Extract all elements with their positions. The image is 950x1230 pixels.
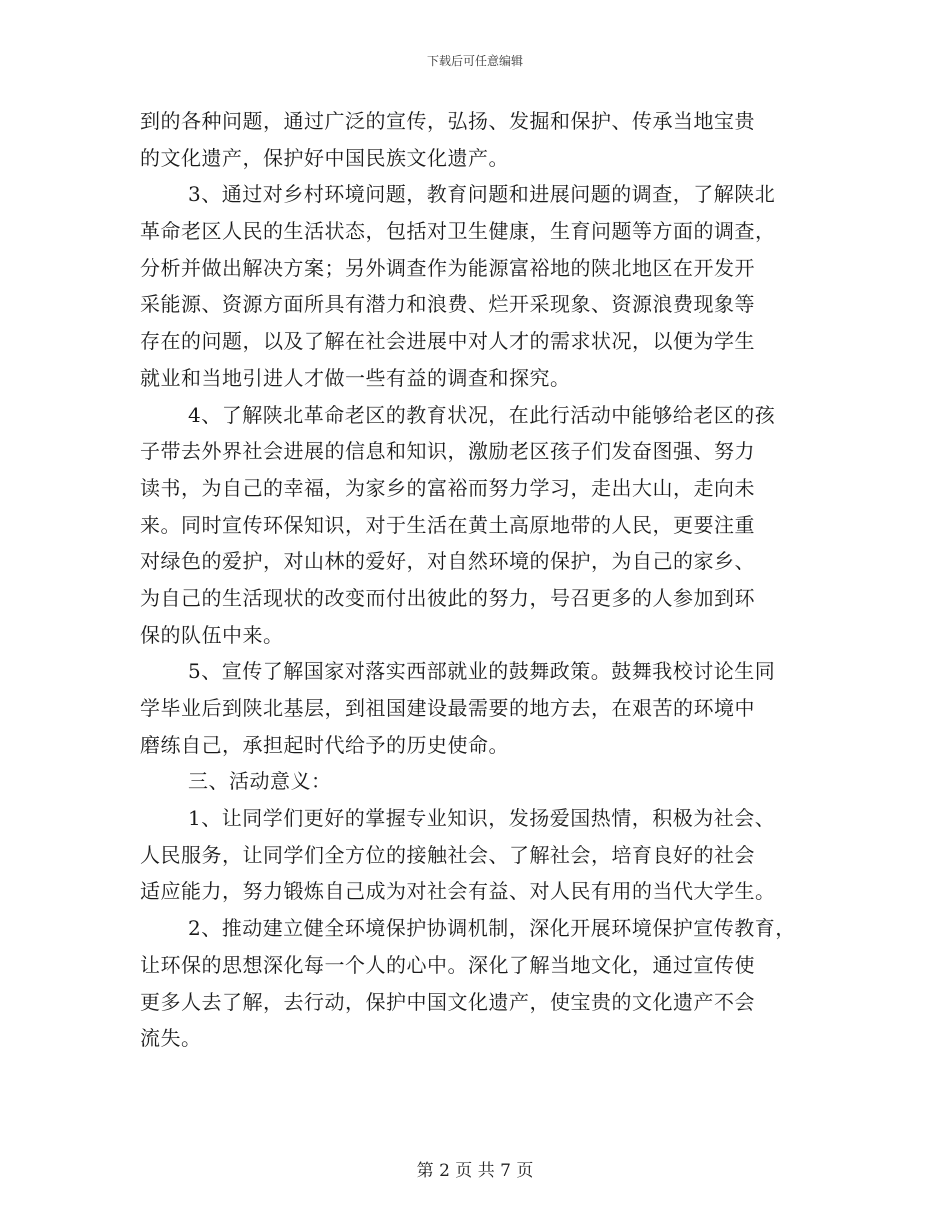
text-line: 的文化遗产，保护好中国民族文化遗产。 xyxy=(140,145,509,170)
text-line: 流失。 xyxy=(140,1026,202,1051)
text-line: 磨练自己，承担起时代给予的历史使命。 xyxy=(140,732,509,757)
paragraph-start-line: 5、宣传了解国家对落实西部就业的鼓舞政策。鼓舞我校讨论生同 xyxy=(188,659,776,684)
text-line: 读书，为自己的幸福，为家乡的富裕而努力学习，走出大山，走向未 xyxy=(140,475,755,500)
page-footer: 第 2 页 共 7 页 xyxy=(416,1161,534,1181)
text-line: 对绿色的爱护，对山林的爱好，对自然环境的保护，为自己的家乡、 xyxy=(140,549,755,574)
text-line: 更多人去了解，去行动，保护中国文化遗产，使宝贵的文化遗产不会 xyxy=(140,989,755,1014)
text-line: 分析并做出解决方案；另外调查作为能源富裕地的陕北地区在开发开 xyxy=(140,255,755,280)
text-line: 让环保的思想深化每一个人的心中。深化了解当地文化，通过宣传使 xyxy=(140,952,755,977)
text-line: 存在的问题，以及了解在社会进展中对人才的需求状况，以便为学生 xyxy=(140,329,755,354)
text-line: 来。同时宣传环保知识，对于生活在黄土高原地带的人民，更要注重 xyxy=(140,512,755,537)
text-line: 学毕业后到陕北基层，到祖国建设最需要的地方去，在艰苦的环境中 xyxy=(140,696,755,720)
section-heading: 三、活动意义： xyxy=(188,769,332,794)
paragraph-start-line: 1、让同学们更好的掌握专业知识，发扬爱国热情，积极为社会、 xyxy=(188,806,776,831)
body-text xyxy=(140,103,820,1057)
text-line: 到的各种问题，通过广泛的宣传，弘扬、发掘和保护、传承当地宝贵 xyxy=(140,109,755,133)
text-line: 为自己的生活现状的改变而付出彼此的努力，号召更多的人参加到环 xyxy=(140,585,755,610)
text-line: 人民服务，让同学们全方位的接触社会、了解社会，培育良好的社会 xyxy=(140,842,755,867)
text-line: 子带去外界社会进展的信息和知识，激励老区孩子们发奋图强、努力 xyxy=(140,439,755,464)
text-line: 适应能力，努力锻炼自己成为对社会有益、对人民有用的当代大学生。 xyxy=(140,879,776,904)
paragraph-start-line: 4、了解陕北革命老区的教育状况，在此行活动中能够给老区的孩 xyxy=(188,402,776,427)
text-line: 采能源、资源方面所具有潜力和浪费、烂开采现象、资源浪费现象等 xyxy=(140,292,755,317)
paragraph-start-line: 2、推动建立健全环境保护协调机制，深化开展环境保护宣传教育， xyxy=(188,916,796,941)
text-line: 就业和当地引进人才做一些有益的调查和探究。 xyxy=(140,365,571,390)
text-line: 革命老区人民的生活状态，包括对卫生健康，生育问题等方面的调查， xyxy=(140,219,776,244)
page-header: 下载后可任意编辑 xyxy=(426,54,523,68)
paragraph-start-line: 3、通过对乡村环境问题，教育问题和进展问题的调查，了解陕北 xyxy=(188,182,776,207)
text-line: 保的队伍中来。 xyxy=(140,622,284,647)
